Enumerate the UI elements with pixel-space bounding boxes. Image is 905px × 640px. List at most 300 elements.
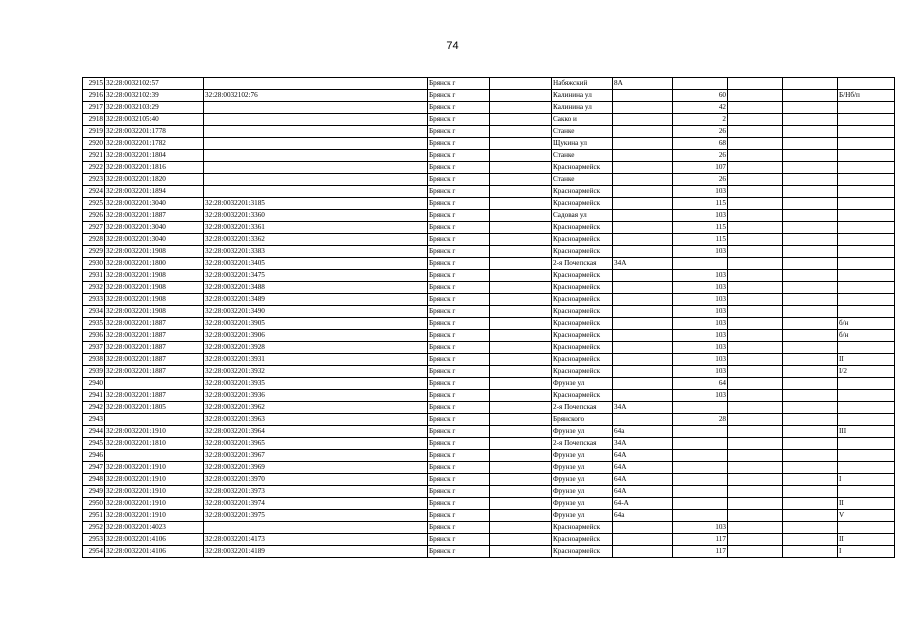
cell-city: Брянск г [428,198,490,210]
registry-table-body [83,78,895,558]
cell-house-number [673,510,728,522]
cell-building [728,498,783,510]
table-row [83,438,895,450]
cell-row-number: 2919 [83,126,105,138]
cell-district [490,90,552,102]
cell-street: Фрунзе ул [552,450,613,462]
cell-house-letter [613,354,673,366]
cell-house-letter [613,174,673,186]
cell-row-number: 2927 [83,222,105,234]
cell-house-number: 60 [673,90,728,102]
cell-district [490,474,552,486]
cell-city: Брянск г [428,102,490,114]
cell-house-letter [613,294,673,306]
cell-city: Брянск г [428,342,490,354]
cell-cadastral-number: 32:28:0032201:1908 [105,282,204,294]
cell-parent-cadastral-number [204,162,428,174]
cell-house-number: 115 [673,198,728,210]
cell-street: Красноармейск [552,318,613,330]
cell-row-number: 2940 [83,378,105,390]
cell-street: Красноармейск [552,366,613,378]
cell-building [728,414,783,426]
cell-district [490,234,552,246]
cell-parent-cadastral-number: 32:28:0032201:3936 [204,390,428,402]
cell-building [728,342,783,354]
registry-table [82,77,895,558]
cell-structure [783,330,838,342]
cell-structure [783,114,838,126]
table-row [83,174,895,186]
cell-row-number: 2954 [83,546,105,558]
cell-district [490,414,552,426]
cell-row-number: 2941 [83,390,105,402]
cell-building [728,318,783,330]
cell-district [490,114,552,126]
cell-cadastral-number: 32:28:0032201:1800 [105,258,204,270]
cell-cadastral-number: 32:28:0032201:1910 [105,498,204,510]
cell-district [490,270,552,282]
table-row [83,198,895,210]
cell-apartment: III [838,426,895,438]
cell-cadastral-number: 32:28:0032201:1908 [105,294,204,306]
cell-building [728,426,783,438]
cell-structure [783,150,838,162]
cell-district [490,222,552,234]
cell-cadastral-number: 32:28:0032201:1910 [105,426,204,438]
cell-apartment: V [838,510,895,522]
cell-city: Брянск г [428,462,490,474]
cell-street: Садовая ул [552,210,613,222]
cell-row-number: 2945 [83,438,105,450]
cell-house-letter [613,90,673,102]
cell-house-number: 103 [673,282,728,294]
cell-city: Брянск г [428,90,490,102]
cell-house-number: 103 [673,210,728,222]
cell-cadastral-number: 32:28:0032201:1887 [105,342,204,354]
cell-city: Брянск г [428,162,490,174]
cell-street: Фрунзе ул [552,462,613,474]
cell-cadastral-number: 32:28:0032201:1887 [105,354,204,366]
cell-house-letter: 34А [613,258,673,270]
cell-cadastral-number: 32:28:0032201:1894 [105,186,204,198]
cell-district [490,102,552,114]
cell-cadastral-number: 32:28:0032103:29 [105,102,204,114]
cell-structure [783,126,838,138]
cell-cadastral-number: 32:28:0032201:1887 [105,366,204,378]
cell-row-number: 2935 [83,318,105,330]
cell-street: Красноармейск [552,234,613,246]
table-row [83,102,895,114]
cell-street: Красноармейск [552,342,613,354]
cell-city: Брянск г [428,210,490,222]
cell-building [728,306,783,318]
cell-house-number [673,498,728,510]
cell-apartment: II [838,354,895,366]
cell-apartment: II [838,534,895,546]
cell-building [728,270,783,282]
table-row [83,270,895,282]
cell-house-number: 64 [673,378,728,390]
cell-city: Брянск г [428,390,490,402]
cell-street: Красноармейск [552,186,613,198]
cell-structure [783,474,838,486]
cell-district [490,138,552,150]
cell-district [490,450,552,462]
cell-district [490,378,552,390]
cell-apartment [838,246,895,258]
cell-district [490,402,552,414]
cell-apartment [838,486,895,498]
cell-row-number: 2930 [83,258,105,270]
cell-apartment [838,138,895,150]
cell-street: Фрунзе ул [552,474,613,486]
cell-street: Красноармейск [552,522,613,534]
cell-street: Фрунзе ул [552,510,613,522]
cell-parent-cadastral-number: 32:28:0032201:3488 [204,282,428,294]
cell-structure [783,450,838,462]
cell-house-number: 115 [673,222,728,234]
cell-building [728,330,783,342]
cell-cadastral-number: 32:28:0032201:1908 [105,270,204,282]
cell-house-letter [613,534,673,546]
cell-building [728,162,783,174]
cell-parent-cadastral-number: 32:28:0032201:3490 [204,306,428,318]
table-row [83,246,895,258]
cell-apartment [838,210,895,222]
cell-house-letter [613,546,673,558]
cell-district [490,342,552,354]
cell-street: Красноармейск [552,198,613,210]
table-row [83,222,895,234]
cell-district [490,462,552,474]
cell-house-letter [613,162,673,174]
cell-parent-cadastral-number [204,114,428,126]
cell-row-number: 2952 [83,522,105,534]
cell-house-letter [613,378,673,390]
table-row [83,474,895,486]
cell-row-number: 2918 [83,114,105,126]
cell-city: Брянск г [428,486,490,498]
cell-structure [783,378,838,390]
cell-apartment: II [838,498,895,510]
cell-street: Красноармейск [552,546,613,558]
table-row [83,390,895,402]
cell-cadastral-number: 32:28:0032201:1805 [105,402,204,414]
cell-apartment [838,522,895,534]
cell-apartment [838,282,895,294]
cell-structure [783,318,838,330]
cell-house-letter [613,234,673,246]
cell-apartment [838,126,895,138]
cell-city: Брянск г [428,246,490,258]
table-row [83,378,895,390]
cell-structure [783,462,838,474]
cell-parent-cadastral-number: 32:28:0032201:3964 [204,426,428,438]
cell-building [728,90,783,102]
cell-house-letter [613,246,673,258]
cell-cadastral-number: 32:28:0032102:57 [105,78,204,90]
cell-house-number: 26 [673,174,728,186]
cell-cadastral-number: 32:28:0032201:4106 [105,534,204,546]
cell-cadastral-number: 32:28:0032201:1887 [105,210,204,222]
cell-cadastral-number: 32:28:0032201:1908 [105,246,204,258]
cell-house-number [673,78,728,90]
cell-house-number: 115 [673,234,728,246]
cell-cadastral-number: 32:28:0032201:1910 [105,510,204,522]
cell-district [490,354,552,366]
cell-house-number: 103 [673,342,728,354]
cell-house-letter: 64-А [613,498,673,510]
cell-house-letter: 64А [613,450,673,462]
cell-row-number: 2938 [83,354,105,366]
cell-structure [783,234,838,246]
table-row [83,498,895,510]
cell-cadastral-number: 32:28:0032201:1887 [105,390,204,402]
table-row [83,162,895,174]
cell-city: Брянск г [428,414,490,426]
cell-house-number: 26 [673,126,728,138]
cell-building [728,462,783,474]
cell-city: Брянск г [428,378,490,390]
cell-row-number: 2923 [83,174,105,186]
cell-apartment: I [838,546,895,558]
cell-street: Брянского [552,414,613,426]
cell-cadastral-number: 32:28:0032201:1820 [105,174,204,186]
cell-row-number: 2950 [83,498,105,510]
cell-city: Брянск г [428,450,490,462]
cell-house-number [673,474,728,486]
cell-row-number: 2931 [83,270,105,282]
cell-house-number: 103 [673,366,728,378]
cell-city: Брянск г [428,438,490,450]
cell-parent-cadastral-number: 32:28:0032201:3973 [204,486,428,498]
cell-cadastral-number: 32:28:0032201:1910 [105,474,204,486]
cell-apartment [838,378,895,390]
cell-district [490,438,552,450]
cell-structure [783,390,838,402]
cell-cadastral-number: 32:28:0032102:39 [105,90,204,102]
cell-house-number [673,462,728,474]
cell-street: Щукина ул [552,138,613,150]
cell-row-number: 2924 [83,186,105,198]
cell-street: Фрунзе ул [552,426,613,438]
cell-apartment [838,150,895,162]
cell-parent-cadastral-number: 32:28:0032102:76 [204,90,428,102]
cell-house-number: 103 [673,186,728,198]
cell-parent-cadastral-number: 32:28:0032201:4173 [204,534,428,546]
cell-house-number: 103 [673,522,728,534]
cell-city: Брянск г [428,138,490,150]
cell-apartment [838,114,895,126]
cell-city: Брянск г [428,126,490,138]
cell-house-letter [613,126,673,138]
cell-structure [783,186,838,198]
cell-district [490,78,552,90]
cell-parent-cadastral-number: 32:28:0032201:3935 [204,378,428,390]
cell-structure [783,102,838,114]
cell-city: Брянск г [428,534,490,546]
table-row [83,510,895,522]
cell-structure [783,246,838,258]
cell-structure [783,162,838,174]
cell-row-number: 2936 [83,330,105,342]
cell-apartment: Б/Нб/п [838,90,895,102]
cell-row-number: 2948 [83,474,105,486]
cell-building [728,186,783,198]
cell-city: Брянск г [428,474,490,486]
table-row [83,126,895,138]
cell-house-letter: 64А [613,462,673,474]
cell-street: Красноармейск [552,294,613,306]
cell-structure [783,198,838,210]
cell-apartment [838,294,895,306]
cell-apartment: б/н [838,318,895,330]
cell-district [490,126,552,138]
cell-house-number [673,486,728,498]
cell-row-number: 2944 [83,426,105,438]
cell-structure [783,222,838,234]
cell-district [490,258,552,270]
cell-house-letter [613,318,673,330]
cell-apartment [838,102,895,114]
cell-apartment [838,258,895,270]
cell-cadastral-number: 32:28:0032201:1887 [105,330,204,342]
cell-building [728,102,783,114]
cell-building [728,210,783,222]
cell-cadastral-number: 32:28:0032201:3040 [105,234,204,246]
table-row [83,90,895,102]
cell-building [728,546,783,558]
cell-house-letter: 34А [613,402,673,414]
cell-apartment [838,270,895,282]
cell-street: Станке [552,174,613,186]
table-row [83,342,895,354]
cell-row-number: 2943 [83,414,105,426]
cell-house-letter [613,222,673,234]
cell-house-number: 103 [673,246,728,258]
cell-building [728,222,783,234]
cell-structure [783,546,838,558]
cell-apartment [838,222,895,234]
cell-house-letter [613,150,673,162]
cell-city: Брянск г [428,294,490,306]
cell-house-letter [613,306,673,318]
cell-row-number: 2937 [83,342,105,354]
cell-house-number: 26 [673,150,728,162]
cell-street: 2-я Почепская [552,258,613,270]
cell-district [490,426,552,438]
table-row [83,186,895,198]
cell-structure [783,426,838,438]
cell-parent-cadastral-number: 32:28:0032201:3905 [204,318,428,330]
cell-apartment [838,438,895,450]
cell-street: Красноармейск [552,534,613,546]
cell-row-number: 2942 [83,402,105,414]
cell-cadastral-number: 32:28:0032201:1910 [105,462,204,474]
cell-street: Станке [552,126,613,138]
cell-structure [783,402,838,414]
cell-house-letter [613,522,673,534]
cell-row-number: 2934 [83,306,105,318]
cell-district [490,150,552,162]
cell-house-letter: 34А [613,438,673,450]
cell-apartment [838,186,895,198]
cell-building [728,114,783,126]
cell-city: Брянск г [428,150,490,162]
cell-house-letter [613,114,673,126]
cell-apartment [838,450,895,462]
cell-street: Набяжский [552,78,613,90]
cell-structure [783,258,838,270]
cell-parent-cadastral-number: 32:28:0032201:3185 [204,198,428,210]
cell-parent-cadastral-number: 32:28:0032201:3360 [204,210,428,222]
cell-apartment: б/н [838,330,895,342]
cell-cadastral-number: 32:28:0032201:1910 [105,486,204,498]
cell-building [728,378,783,390]
cell-parent-cadastral-number: 32:28:0032201:3963 [204,414,428,426]
cell-street: Красноармейск [552,222,613,234]
cell-parent-cadastral-number: 32:28:0032201:3489 [204,294,428,306]
cell-building [728,390,783,402]
cell-district [490,162,552,174]
cell-district [490,390,552,402]
cell-house-letter: 64а [613,510,673,522]
cell-city: Брянск г [428,270,490,282]
cell-row-number: 2929 [83,246,105,258]
cell-apartment [838,198,895,210]
table-row [83,546,895,558]
cell-apartment: I [838,474,895,486]
cell-house-letter [613,210,673,222]
cell-parent-cadastral-number [204,102,428,114]
cell-row-number: 2951 [83,510,105,522]
cell-street: 2-я Почепская [552,438,613,450]
cell-row-number: 2916 [83,90,105,102]
cell-parent-cadastral-number [204,186,428,198]
cell-house-number: 42 [673,102,728,114]
cell-cadastral-number: 32:28:0032201:3040 [105,222,204,234]
cell-house-letter [613,198,673,210]
cell-parent-cadastral-number: 32:28:0032201:3361 [204,222,428,234]
cell-city: Брянск г [428,222,490,234]
cell-house-letter [613,342,673,354]
cell-structure [783,270,838,282]
cell-district [490,306,552,318]
cell-parent-cadastral-number [204,522,428,534]
table-row [83,534,895,546]
cell-district [490,498,552,510]
cell-house-letter [613,390,673,402]
cell-structure [783,78,838,90]
cell-cadastral-number: 32:28:0032201:1816 [105,162,204,174]
cell-house-number: 103 [673,270,728,282]
cell-building [728,438,783,450]
cell-structure [783,438,838,450]
cell-building [728,126,783,138]
cell-street: Фрунзе ул [552,498,613,510]
cell-structure [783,306,838,318]
table-row [83,294,895,306]
cell-building [728,486,783,498]
cell-cadastral-number: 32:28:0032201:1778 [105,126,204,138]
cell-structure [783,210,838,222]
cell-row-number: 2922 [83,162,105,174]
cell-apartment [838,306,895,318]
cell-district [490,546,552,558]
cell-parent-cadastral-number [204,174,428,186]
cell-street: Красноармейск [552,390,613,402]
table-row [83,354,895,366]
